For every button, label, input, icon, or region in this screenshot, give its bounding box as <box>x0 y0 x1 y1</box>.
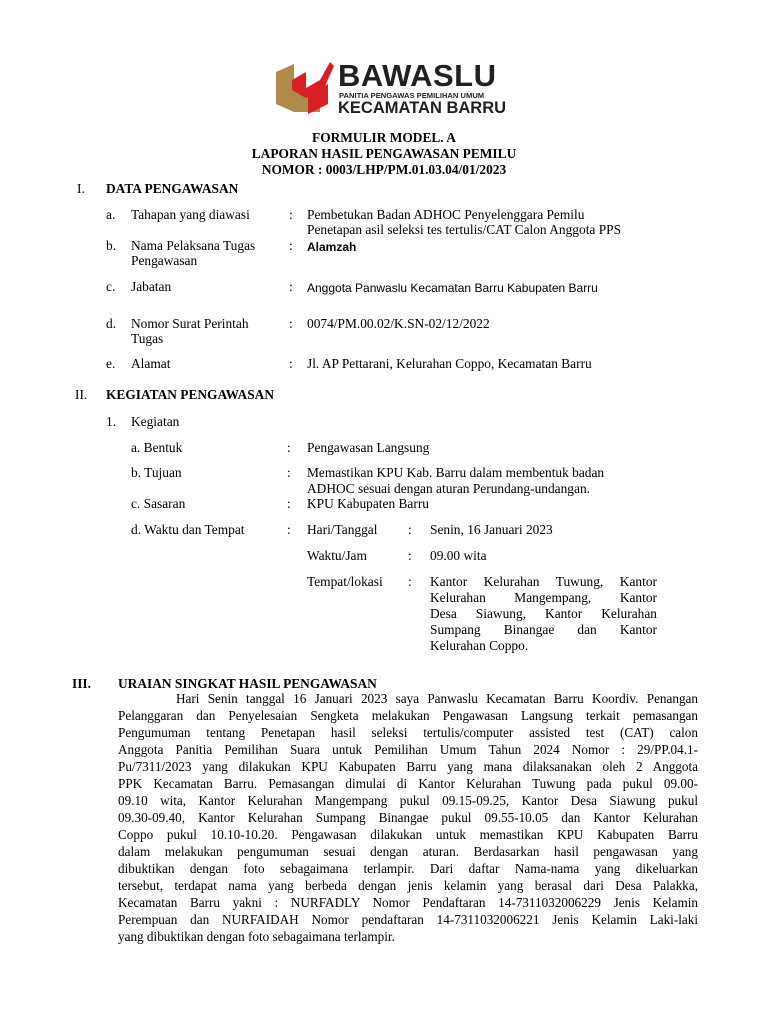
item-a-label: Tahapan yang diawasi <box>131 207 250 222</box>
uraian-line: Kecamatan Barru yakni : NURFADLY Nomor Pendaftaran 14-7311032006229 Jenis Kelamin <box>118 895 698 910</box>
uraian-line: 09.10 wita, Kantor Kelurahan Mangempang pukul 09.15-09.25, Kantor Desa Siawung pukul <box>118 793 698 808</box>
item-d-label-line2: Tugas <box>131 331 164 346</box>
section1-number: I. <box>77 181 85 196</box>
waktu-tempat-colon: : <box>287 522 291 537</box>
tempat-lokasi-label: Tempat/lokasi <box>307 574 383 589</box>
item-b-label-line2: Pengawasan <box>131 253 198 268</box>
item-d-value: 0074/PM.00.02/K.SN-02/12/2022 <box>307 316 490 331</box>
uraian-line: Anggota Panitia Pemilihan Suara untuk Pemilihan Umum Tahun 2024 Nomor : 29/PP.04.1- <box>118 742 698 757</box>
uraian-line: Pu/7311/2023 yang dilakukan KPU Kabupaten Barru yang mana dilaksanakan oleh 2 Anggota <box>118 759 698 774</box>
uraian-line: PPK Kecamatan Barru. Pemasangan dimulai di Kantor Kelurahan Tuwung pada pukul 09.00- <box>118 776 698 791</box>
item-e-letter: e. <box>106 356 116 371</box>
item-c-letter: c. <box>106 279 116 294</box>
item-d-label-line1: Nomor Surat Perintah <box>131 316 249 331</box>
item-a-value-line1: Pembetukan Badan ADHOC Penyelenggara Pemilu <box>307 207 585 222</box>
item-b-value: Alamzah <box>307 240 357 254</box>
item-b-colon: : <box>289 238 293 253</box>
waktu-jam-label: Waktu/Jam <box>307 548 367 563</box>
uraian-line: Hari Senin tanggal 16 Januari 2023 saya Panwaslu Kecamatan Barru Koordiv. Penangan <box>176 691 698 706</box>
bentuk-colon: : <box>287 440 291 455</box>
waktu-jam-colon: : <box>408 548 412 563</box>
item-c-value: Anggota Panwaslu Kecamatan Barru Kabupaten Barru <box>307 281 598 295</box>
form-title: FORMULIR MODEL. A <box>312 130 456 145</box>
bentuk-label: a. Bentuk <box>131 440 183 455</box>
item-e-label: Alamat <box>131 356 171 371</box>
item-d-letter: d. <box>106 316 117 331</box>
uraian-line: tersebut, terdapat nama yang berbeda dengan jenis kelamin yang berasal dari Desa Palakka, <box>118 878 698 893</box>
uraian-paragraph <box>118 690 698 945</box>
section3-number: III. <box>72 676 91 691</box>
uraian-line: Perempuan dan NURFAIDAH Nomor pendaftaran 14-7311032006221 Jenis Kelamin Laki-laki <box>118 912 698 927</box>
hari-tanggal-value: Senin, 16 Januari 2023 <box>430 522 553 537</box>
tujuan-value-line2: ADHOC sesuai dengan aturan Perundang-undangan. <box>307 481 590 496</box>
uraian-line: Pelanggaran dan Penyelesaian Sengketa melakukan Pengawasan Langsung terkait pemasangan <box>118 708 698 723</box>
tujuan-colon: : <box>287 465 291 480</box>
kegiatan-title: Kegiatan <box>131 414 180 429</box>
waktu-tempat-label: d. Waktu dan Tempat <box>131 522 245 537</box>
tujuan-value-line1: Memastikan KPU Kab. Barru dalam membentuk badan <box>307 465 605 480</box>
uraian-line: Coppo pukul 10.10-10.20. Pengawasan dilakukan untuk memastikan KPU Kabupaten Barru <box>118 827 698 842</box>
bawaslu-logo <box>272 58 507 120</box>
item-c-label: Jabatan <box>131 279 172 294</box>
tempat-lokasi-line: Sumpang Binangae dan Kantor <box>430 622 657 637</box>
item-e-value: Jl. AP Pettarani, Kelurahan Coppo, Kecamatan Barru <box>307 356 592 371</box>
tempat-lokasi-value <box>430 574 657 654</box>
uraian-line: dibuktikan dengan foto sebagaimana terlampir. Dari daftar Nama-nama yang dikeluarkan <box>118 861 698 876</box>
report-title: LAPORAN HASIL PENGAWASAN PEMILU <box>251 146 517 161</box>
logo-brand: BAWASLU <box>338 58 497 93</box>
uraian-line: 09.30-09.40, Kantor Kelurahan Sumpang Binangae pukul 09.55-10.05 dan Kantor Kelurahan <box>118 810 698 825</box>
sasaran-colon: : <box>287 496 291 511</box>
sasaran-label: c. Sasaran <box>131 496 186 511</box>
uraian-line: dalam melakukan pengumuman sesuai dengan aturan. Berdasarkan hasil pengawasan yang <box>118 844 698 859</box>
uraian-line: yang dibuktikan dengan foto sebagaimana terlampir. <box>118 929 395 944</box>
item-a-value-line2: Penetapan asil seleksi tes tertulis/CAT Calon Anggota PPS <box>307 222 622 237</box>
item-b-letter: b. <box>106 238 117 253</box>
item-e-colon: : <box>289 356 293 371</box>
waktu-jam-value: 09.00 wita <box>430 548 487 563</box>
tujuan-label: b. Tujuan <box>131 465 182 480</box>
item-c-colon: : <box>289 279 293 294</box>
bawaslu-emblem-icon <box>272 58 336 120</box>
item-b-label-line1: Nama Pelaksana Tugas <box>131 238 256 253</box>
hari-tanggal-colon: : <box>408 522 412 537</box>
hari-tanggal-label: Hari/Tanggal <box>307 522 378 537</box>
tempat-lokasi-line: Desa Siawung, Kantor Kelurahan <box>430 606 657 621</box>
sasaran-value: KPU Kabupaten Barru <box>307 496 429 511</box>
item-d-colon: : <box>289 316 293 331</box>
item-a-colon: : <box>289 207 293 222</box>
bentuk-value: Pengawasan Langsung <box>307 440 430 455</box>
tempat-lokasi-line: Kelurahan Mangempang, Kantor <box>430 590 657 605</box>
kegiatan-number: 1. <box>106 414 117 429</box>
section2-title: KEGIATAN PENGAWASAN <box>106 387 275 402</box>
tempat-lokasi-colon: : <box>408 574 412 589</box>
item-a-letter: a. <box>106 207 116 222</box>
logo-subtitle: PANITIA PENGAWAS PEMILIHAN UMUM <box>339 91 485 100</box>
section1-title: DATA PENGAWASAN <box>106 181 239 196</box>
uraian-line: Pengumuman tentang Penetapan hasil seleksi tertulis/computer assisted test (CAT) calon <box>118 725 698 740</box>
report-number: NOMOR : 0003/LHP/PM.01.03.04/01/2023 <box>261 162 507 177</box>
section3-title: URAIAN SINGKAT HASIL PENGAWASAN <box>118 676 377 691</box>
tempat-lokasi-line: Kelurahan Coppo. <box>430 638 529 653</box>
tempat-lokasi-line: Kantor Kelurahan Tuwung, Kantor <box>430 574 657 589</box>
section2-number: II. <box>75 387 88 402</box>
logo-district: KECAMATAN BARRU <box>338 99 507 117</box>
